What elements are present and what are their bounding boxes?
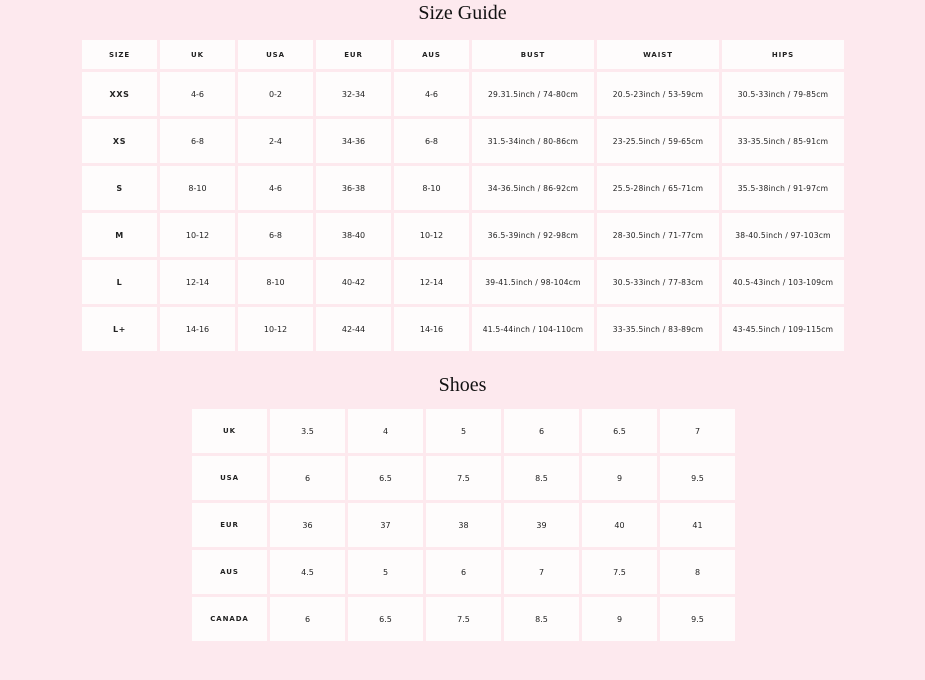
uk-size-cell: 14-16 — [160, 307, 235, 351]
shoe-size-cell: 40 — [582, 503, 657, 547]
aus-size-cell: 14-16 — [394, 307, 469, 351]
shoe-size-cell: 39 — [504, 503, 579, 547]
shoe-size-table — [189, 406, 738, 644]
hips-cell: 30.5-33inch / 79-85cm — [722, 72, 844, 116]
uk-size-cell: 10-12 — [160, 213, 235, 257]
eur-size-cell: 32-34 — [316, 72, 391, 116]
shoe-size-cell: 7.5 — [582, 550, 657, 594]
shoe-size-cell: 6.5 — [582, 409, 657, 453]
shoe-size-cell: 8.5 — [504, 456, 579, 500]
usa-size-cell: 10-12 — [238, 307, 313, 351]
table-row — [82, 119, 844, 163]
column-header: WAIST — [597, 40, 719, 69]
shoe-size-cell: 41 — [660, 503, 735, 547]
eur-size-cell: 42-44 — [316, 307, 391, 351]
aus-size-cell: 4-6 — [394, 72, 469, 116]
table-row — [192, 550, 735, 594]
column-header: UK — [160, 40, 235, 69]
shoe-size-cell: 8.5 — [504, 597, 579, 641]
hips-cell: 38-40.5inch / 97-103cm — [722, 213, 844, 257]
table-row — [192, 503, 735, 547]
shoe-size-cell: 7 — [504, 550, 579, 594]
shoe-size-cell: 9 — [582, 597, 657, 641]
shoe-size-cell: 6 — [270, 597, 345, 641]
hips-cell: 40.5-43inch / 103-109cm — [722, 260, 844, 304]
bust-cell: 39-41.5inch / 98-104cm — [472, 260, 594, 304]
eur-size-cell: 38-40 — [316, 213, 391, 257]
shoe-size-cell: 7.5 — [426, 597, 501, 641]
shoes-title: Shoes — [438, 374, 487, 396]
usa-size-cell: 2-4 — [238, 119, 313, 163]
waist-cell: 30.5-33inch / 77-83cm — [597, 260, 719, 304]
waist-cell: 25.5-28inch / 65-71cm — [597, 166, 719, 210]
column-header: EUR — [316, 40, 391, 69]
shoe-size-cell: 7 — [660, 409, 735, 453]
shoe-size-cell: 37 — [348, 503, 423, 547]
table-row — [192, 456, 735, 500]
size-label: S — [82, 166, 157, 210]
size-label: M — [82, 213, 157, 257]
shoe-region-label: EUR — [192, 503, 267, 547]
aus-size-cell: 6-8 — [394, 119, 469, 163]
shoe-size-cell: 6 — [504, 409, 579, 453]
waist-cell: 33-35.5inch / 83-89cm — [597, 307, 719, 351]
column-header: SIZE — [82, 40, 157, 69]
shoe-size-cell: 36 — [270, 503, 345, 547]
shoe-size-cell: 5 — [426, 409, 501, 453]
table-row — [192, 409, 735, 453]
shoe-size-cell: 9.5 — [660, 597, 735, 641]
uk-size-cell: 8-10 — [160, 166, 235, 210]
column-header: HIPS — [722, 40, 844, 69]
shoe-size-cell: 3.5 — [270, 409, 345, 453]
usa-size-cell: 6-8 — [238, 213, 313, 257]
size-guide-table — [79, 37, 847, 354]
eur-size-cell: 36-38 — [316, 166, 391, 210]
size-label: XXS — [82, 72, 157, 116]
bust-cell: 41.5-44inch / 104-110cm — [472, 307, 594, 351]
shoe-size-cell: 7.5 — [426, 456, 501, 500]
table-row — [82, 72, 844, 116]
table-row — [82, 260, 844, 304]
column-header: BUST — [472, 40, 594, 69]
shoe-size-cell: 4.5 — [270, 550, 345, 594]
uk-size-cell: 4-6 — [160, 72, 235, 116]
shoe-region-label: AUS — [192, 550, 267, 594]
aus-size-cell: 8-10 — [394, 166, 469, 210]
usa-size-cell: 0-2 — [238, 72, 313, 116]
size-label: L — [82, 260, 157, 304]
shoe-size-cell: 6.5 — [348, 456, 423, 500]
eur-size-cell: 34-36 — [316, 119, 391, 163]
shoe-region-label: UK — [192, 409, 267, 453]
shoe-size-cell: 9.5 — [660, 456, 735, 500]
shoe-size-cell: 9 — [582, 456, 657, 500]
hips-cell: 35.5-38inch / 91-97cm — [722, 166, 844, 210]
shoe-region-label: CANADA — [192, 597, 267, 641]
waist-cell: 23-25.5inch / 59-65cm — [597, 119, 719, 163]
shoe-size-cell: 4 — [348, 409, 423, 453]
column-header: USA — [238, 40, 313, 69]
aus-size-cell: 12-14 — [394, 260, 469, 304]
size-label: L+ — [82, 307, 157, 351]
bust-cell: 34-36.5inch / 86-92cm — [472, 166, 594, 210]
bust-cell: 29.31.5inch / 74-80cm — [472, 72, 594, 116]
size-guide-header-row — [82, 40, 844, 69]
uk-size-cell: 12-14 — [160, 260, 235, 304]
shoe-size-cell: 8 — [660, 550, 735, 594]
hips-cell: 43-45.5inch / 109-115cm — [722, 307, 844, 351]
shoe-size-cell: 38 — [426, 503, 501, 547]
waist-cell: 20.5-23inch / 53-59cm — [597, 72, 719, 116]
table-row — [82, 307, 844, 351]
bust-cell: 31.5-34inch / 80-86cm — [472, 119, 594, 163]
table-row — [82, 213, 844, 257]
size-guide-title: Size Guide — [418, 2, 507, 24]
table-row — [192, 597, 735, 641]
hips-cell: 33-35.5inch / 85-91cm — [722, 119, 844, 163]
size-label: XS — [82, 119, 157, 163]
column-header: AUS — [394, 40, 469, 69]
eur-size-cell: 40-42 — [316, 260, 391, 304]
shoe-size-cell: 5 — [348, 550, 423, 594]
shoe-size-cell: 6 — [270, 456, 345, 500]
uk-size-cell: 6-8 — [160, 119, 235, 163]
usa-size-cell: 8-10 — [238, 260, 313, 304]
table-row — [82, 166, 844, 210]
bust-cell: 36.5-39inch / 92-98cm — [472, 213, 594, 257]
waist-cell: 28-30.5inch / 71-77cm — [597, 213, 719, 257]
shoe-size-cell: 6.5 — [348, 597, 423, 641]
shoe-region-label: USA — [192, 456, 267, 500]
usa-size-cell: 4-6 — [238, 166, 313, 210]
shoe-size-cell: 6 — [426, 550, 501, 594]
aus-size-cell: 10-12 — [394, 213, 469, 257]
